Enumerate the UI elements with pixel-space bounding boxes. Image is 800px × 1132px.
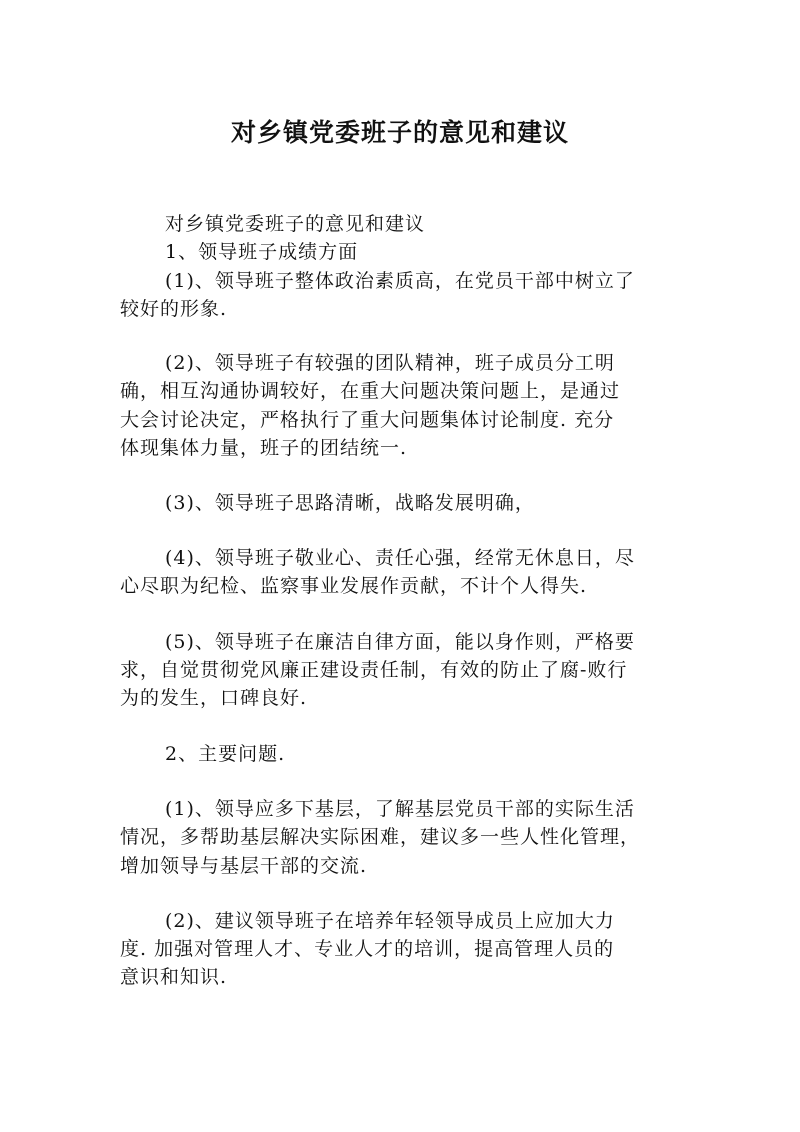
paragraph-line: 意识和知识.: [120, 966, 228, 988]
paragraph-line: (3)、领导班子思路清晰，战略发展明确，: [165, 492, 535, 514]
paragraph-line: (4)、领导班子敬业心、责任心强，经常无休息日，尽: [165, 547, 635, 569]
document-body: [120, 0, 675, 1132]
paragraph-line: 求，自觉贯彻党风廉正建设责任制，有效的防止了腐-败行: [120, 659, 628, 681]
paragraph-line: 情况，多帮助基层解决实际困难，建议多一些人性化管理，: [120, 826, 641, 848]
paragraph-line: (1)、领导应多下基层，了解基层党员干部的实际生活: [165, 798, 635, 820]
document-title: 对乡镇党委班子的意见和建议: [230, 118, 569, 147]
paragraph-line: 度. 加强对管理人才、专业人才的培训，提高管理人员的: [120, 938, 615, 960]
paragraph-line: 体现集体力量，班子的团结统一.: [120, 437, 408, 459]
paragraph-line: 心尽职为纪检、监察事业发展作贡献，不计个人得失.: [120, 575, 588, 597]
paragraph-line: (1)、领导班子整体政治素质高，在党员干部中树立了: [165, 270, 635, 292]
paragraph-line: 为的发生，口碑良好.: [120, 687, 308, 709]
section-heading-2: 2、主要问题.: [165, 743, 286, 765]
paragraph-line: 确，相互沟通协调较好，在重大问题决策问题上，是通过: [120, 380, 621, 402]
paragraph-line: 较好的形象.: [120, 298, 228, 320]
section-heading-1: 1、领导班子成绩方面: [165, 241, 359, 263]
body-subtitle: 对乡镇党委班子的意见和建议: [165, 213, 426, 235]
paragraph-line: 大会讨论决定，严格执行了重大问题集体讨论制度. 充分: [120, 409, 615, 431]
paragraph-line: (2)、建议领导班子在培养年轻领导成员上应加大力: [165, 910, 615, 932]
paragraph-line: 增加领导与基层干部的交流.: [120, 855, 368, 877]
paragraph-line: (2)、领导班子有较强的团队精神，班子成员分工明: [165, 352, 615, 374]
paragraph-line: (5)、领导班子在廉洁自律方面，能以身作则，严格要: [165, 631, 635, 653]
